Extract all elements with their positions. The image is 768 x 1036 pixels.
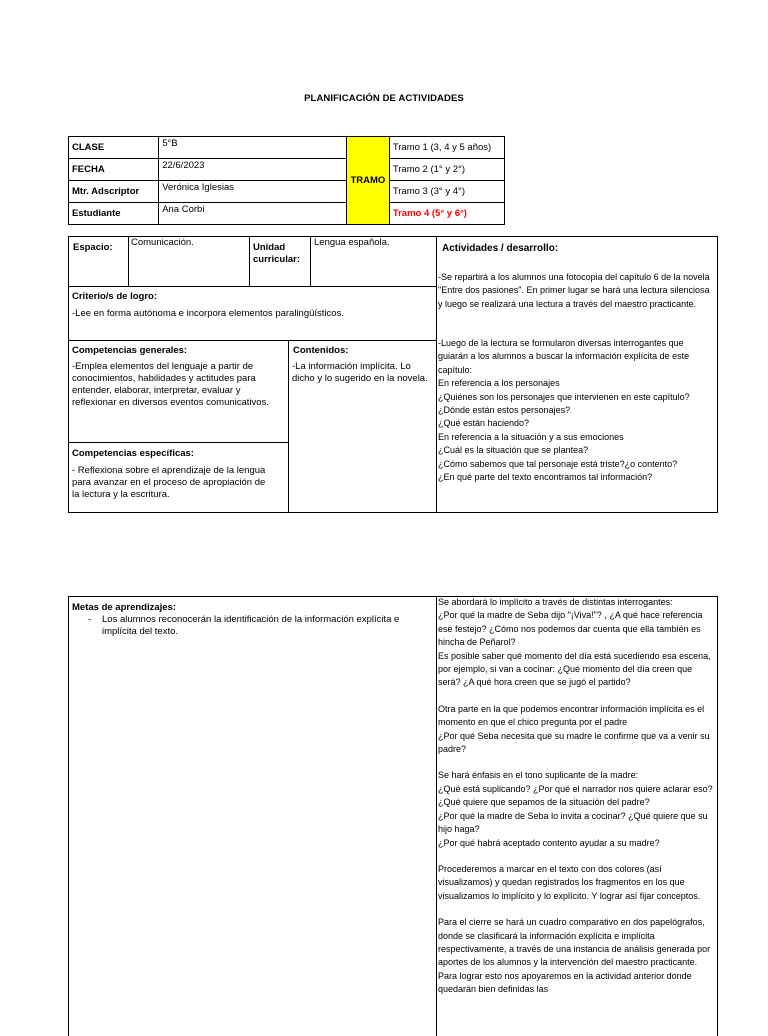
actividades-2-column <box>438 596 716 1010</box>
fecha-label: FECHA <box>69 159 159 181</box>
metas-label: Metas de aprendizajes: <box>72 602 177 613</box>
clase-label: CLASE <box>69 137 159 159</box>
metas-list <box>72 614 402 638</box>
actividades-paragraph-2: -Luego de la lectura se formularon diversas interrogantes que guiarán a los alumnos a buscar la información explícita de este capítulo: En referencia a los personajes ¿Quiénes son los personajes que intervienen en este capítulo? ¿Dónde están estos personajes? ¿Qué están haciendo? En referencia a la situación y a sus emociones ¿Cuál es la situación que se plantea? ¿Cómo sabemos que tal personaje está triste?¿o contento? ¿En qué parte del texto encontramos tal información? <box>438 338 690 483</box>
actividades-2-paragraph-3: Se hará énfasis en el tono suplicante de la madre: ¿Qué está suplicando? ¿Por qué el narrador nos quiere aclarar eso? ¿Qué quiere que sepamos de la situación del padre? ¿Por qué la madre de Seba lo invita a cocinar? ¿Qué quiere que su hijo haga? ¿Por qué habrá aceptado contento ayudar a su madre? <box>438 770 713 848</box>
divider <box>310 236 311 286</box>
divider <box>68 340 436 341</box>
unidad-curricular-label: Unidad curricular: <box>253 242 300 265</box>
tramo-label: TRAMO <box>346 137 389 225</box>
criterio-label: Criterio/s de logro: <box>72 291 157 302</box>
contenidos-label: Contenidos: <box>293 345 349 356</box>
contenidos-text: -La información implícita. Lo dicho y lo sugerido en la novela. <box>292 361 428 384</box>
list-item: - Los alumnos reconocerán la identificación de la información explícita e implícita del texto. <box>102 614 402 638</box>
tramo-option-4-selected: Tramo 4 (5° y 6°) <box>389 203 504 225</box>
unidad-curricular-value: Lengua española. <box>314 237 390 248</box>
adscriptor-value: Verónica Iglesias <box>159 181 347 203</box>
competencias-especificas-text: - Reflexiona sobre el aprendizaje de la lengua para avanzar en el proceso de apropiación de la lectura y la escritura. <box>72 465 266 500</box>
divider <box>288 340 289 513</box>
actividades-2-paragraph-4: Procederemos a marcar en el texto con dos colores (así visualizamos) y quedan registrados los fragmentos en los que visualizamos lo implícito y lo explícito. Y lograr así fijar conceptos. <box>438 863 701 901</box>
divider <box>249 236 250 286</box>
table-row <box>69 203 505 225</box>
divider <box>436 236 437 513</box>
estudiante-value: Ana Corbi <box>159 203 347 225</box>
competencias-especificas-label: Competencias específicas: <box>72 448 194 459</box>
actividades-paragraph-1: -Se repartirá a los alumnos una fotocopia del capítulo 6 de la novela "Entre dos pasiones". En primer lugar se hará una lectura silenciosa y luego se realizará una lectura a través del maestro practicante. <box>438 272 710 309</box>
adscriptor-label: Mtr. Adscriptor <box>69 181 159 203</box>
actividades-2-paragraph-2: Otra parte en la que podemos encontrar información implícita es el momento en que el chico pregunta por el padre ¿Por qué Seba necesita que su madre le confirme que va a venir su padre? <box>438 703 710 755</box>
criterio-text: -Lee en forma autónoma e incorpora elementos paralingüísticos. <box>72 308 344 319</box>
tramo-option-1: Tramo 1 (3, 4 y 5 años) <box>389 137 504 159</box>
divider <box>128 236 129 286</box>
divider <box>68 442 288 443</box>
competencias-generales-label: Competencias generales: <box>72 345 188 356</box>
tramo-option-2: Tramo 2 (1° y 2°) <box>389 159 504 181</box>
espacio-label: Espacio: <box>73 242 113 253</box>
actividades-2-paragraph-5: Para el cierre se hará un cuadro comparativo en dos papelógrafos, donde se clasificará la información explícita e implícita respectivamente, a través de una instancia de análisis generada por aportes de los alumnos y la intervención del maestro practicante. Para lograr esto nos apoyaremos en la actividad anterior donde quedarán bien definidas las <box>438 917 711 995</box>
divider <box>68 286 436 287</box>
espacio-value: Comunicación. <box>131 237 194 248</box>
header-table <box>68 136 505 225</box>
actividades-label: Actividades / desarrollo: <box>442 243 559 254</box>
page-title: PLANIFICACIÓN DE ACTIVIDADES <box>304 93 464 104</box>
fecha-value: 22/6/2023 <box>159 159 347 181</box>
actividades-2-paragraph-1: Se abordará lo implícito a través de distintas interrogantes: ¿Por qué la madre de Seba dijo "¡Viva!"? , ¿A qué hace referencia ese festejo? ¿Cómo nos podemos dar cuenta que ella también es hincha de Peñarol? Es posible saber qué momento del día está sucediendo esa escena, por ejemplo, si van a cocinar: ¿Qué momento del día creen que será? ¿A qué hora creen que se jugó el partido? <box>438 597 711 688</box>
table-row <box>69 137 505 159</box>
estudiante-label: Estudiante <box>69 203 159 225</box>
tramo-option-3: Tramo 3 (3° y 4°) <box>389 181 504 203</box>
divider <box>436 596 437 1036</box>
competencias-generales-text: -Emplea elementos del lenguaje a partir de conocimientos, habilidades y actitudes para entender, elaborar, interpretar, evaluar y reflexionar en diversos eventos comunicativos. <box>72 361 269 408</box>
table-row <box>69 181 505 203</box>
table-row <box>69 159 505 181</box>
clase-value: 5°B <box>159 137 347 159</box>
